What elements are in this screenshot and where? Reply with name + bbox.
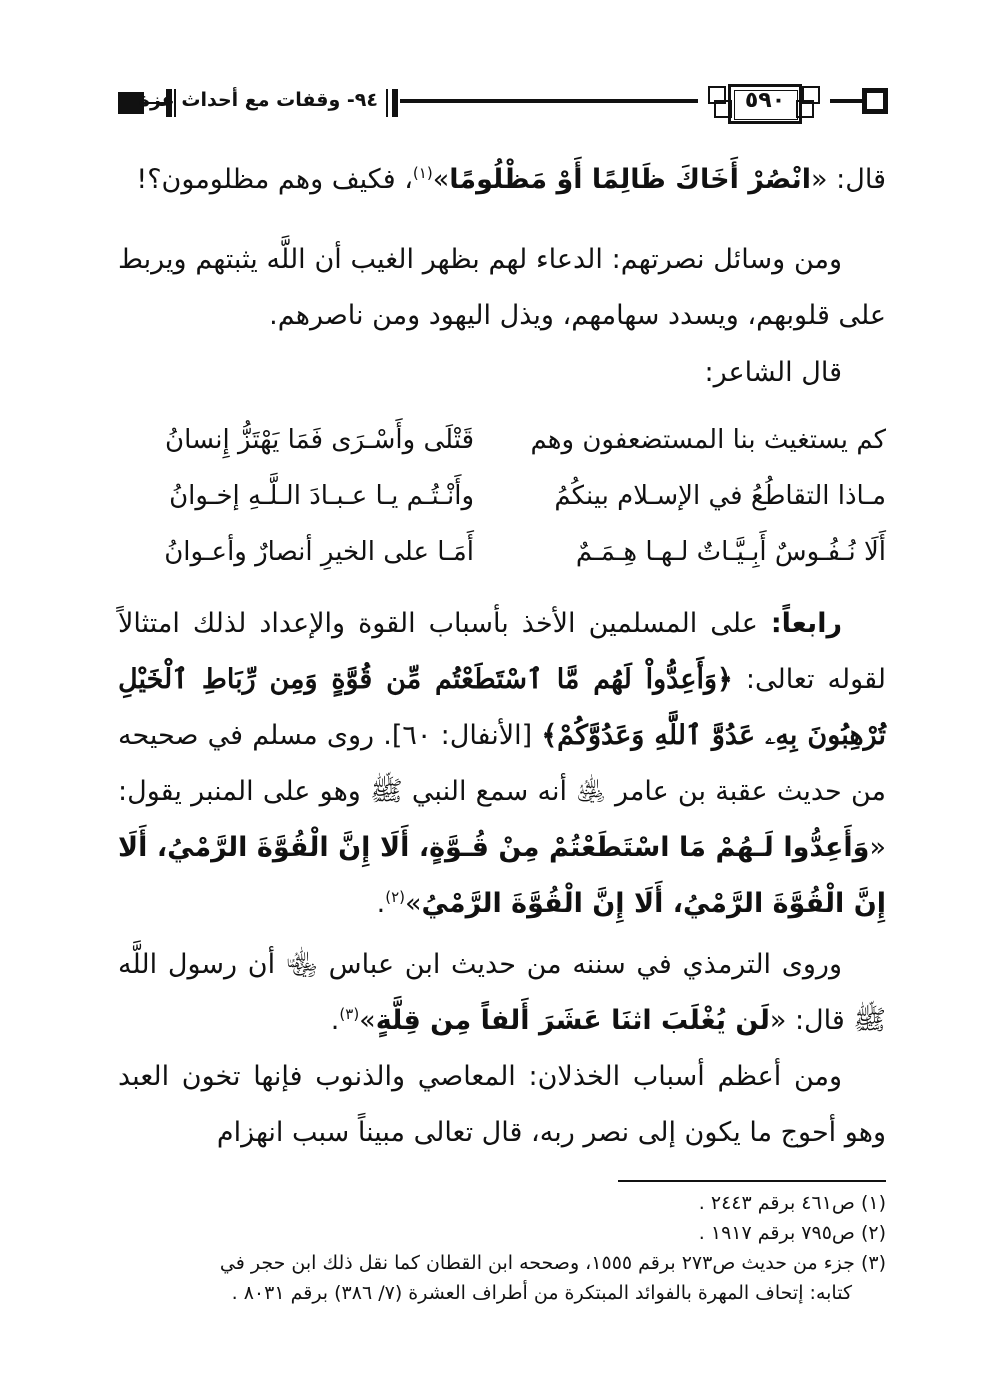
header-title: ٩٤- وقفات مع أحداث غزة: [138, 89, 378, 111]
text: »: [432, 164, 450, 195]
verse-first-hemistich: مـاذا التقاطُعُ في الإسـلام بينكُمُ: [554, 481, 886, 511]
footnote-continuation: كتابه: إتحاف المهرة بالفوائد المبتكرة من أطراف العشرة (٧/ ٣٨٦) برقم ٨٠٣١ .: [231, 1282, 852, 1304]
text: ومن وسائل نصرتهم: الدعاء لهم بظهر الغيب أن اللَّه يثبتهم ويربط على قلوبهم، ويسدد سهامهم، ويذل اليهود ومن ناصرهم.: [118, 244, 886, 331]
page-header: [118, 84, 888, 124]
header-divider: [392, 89, 398, 117]
paragraph-6: [118, 1049, 886, 1161]
footnotes: [118, 1188, 886, 1308]
footnote-number: (٣): [860, 1252, 886, 1274]
quran-verse: ﴿وَأَعِدُّواْ لَهُم مَّا ٱسْتَطَعْتُم مِّن قُوَّةٍ وَمِن رِّبَاطِ ٱلْخَيْلِ تُرْهِبُونَ بِهِۦ عَدُوَّ ٱللَّهِ وَعَدُوَّكُمْ﴾: [118, 664, 886, 751]
verse-reference: [الأنفال: ٦٠].: [374, 720, 542, 751]
verse-second-hemistich: أَمَـا على الخيرِ أنصارٌ وأعـوانُ: [164, 537, 474, 567]
footnote-text: ص٤٦١ برقم ٢٤٤٣ .: [698, 1192, 855, 1214]
paragraph-2: [118, 232, 886, 344]
text: قال: «: [811, 164, 886, 195]
text: وروى الترمذي في سننه من حديث ابن عباس ﵄ أن رسول اللَّه ﷺ قال: «: [118, 949, 886, 1036]
footnote-number: (١): [860, 1192, 886, 1214]
footnote: [118, 1188, 886, 1218]
header-end-box: [862, 88, 888, 114]
page-number-frame: [698, 84, 828, 122]
verse-second-hemistich: قَتْلَى وأَسْـرَى فَمَا يَهْتَزُّ إِنسانُ: [165, 425, 474, 455]
hadith-quote: وَأَعِدُّوا لَـهُمْ مَا اسْتَطَعْتُمْ مِنْ قُـوَّةٍ، أَلَا إِنَّ الْقُوَّةَ الرَّمْيُ، أَلَا إِنَّ الْقُوَّةَ الرَّمْيُ، أَلَا إِنَّ الْقُوَّةَ الرَّمْيُ: [118, 832, 886, 919]
hadith-quote: انْصُرْ أَخَاكَ ظَالِمًا أَوْ مَظْلُومًا: [449, 164, 812, 195]
footnote-ref: (١): [412, 164, 433, 182]
footnote-text: جزء من حديث ص٢٧٣ برقم ١٥٥٥، وصححه ابن القطان كما نقل ذلك ابن حجر في: [219, 1252, 855, 1274]
poem-verse: [118, 412, 886, 468]
text: ومن أعظم أسباب الخذلان: المعاصي والذنوب فإنها تخون العبد وهو أحوج ما يكون إلى نصر ربه، قال تعالى مبيناً سبب انهزام: [118, 1061, 886, 1148]
footnote-text: ص٧٩٥ برقم ١٩١٧ .: [698, 1222, 855, 1244]
text: ، فكيف وهم مظلومون؟!: [136, 164, 413, 195]
header-rule: [400, 99, 698, 103]
paragraph-3: [118, 345, 886, 401]
text: .: [376, 888, 386, 919]
text: روى مسلم في صحيحه من حديث عقبة بن عامر ﵁ أنه سمع النبي ﷺ وهو على المنبر يقول: «: [118, 720, 886, 863]
footnote-separator: [618, 1180, 886, 1182]
footnote: [118, 1218, 886, 1248]
footnote-ref: (٢): [385, 888, 406, 906]
header-divider: [386, 89, 388, 117]
page-number: ٥٩٠: [744, 88, 786, 113]
poem-verse: [118, 524, 886, 580]
verse-first-hemistich: كم يستغيث بنا المستضعفون وهم: [530, 425, 886, 455]
text: »: [359, 1005, 376, 1036]
paragraph-1: [118, 152, 886, 208]
poem: [118, 412, 886, 580]
footnote: [118, 1248, 886, 1278]
paragraph-4: [118, 596, 886, 932]
text: »: [405, 888, 422, 919]
footnote-number: (٢): [860, 1222, 886, 1244]
footnote-ref: (٣): [339, 1005, 360, 1023]
header-rule: [830, 99, 862, 103]
text: .: [330, 1005, 340, 1036]
text: قال الشاعر:: [704, 357, 842, 388]
hadith-quote: لَن يُغْلَبَ اثنَا عَشَرَ أَلفاً مِن قِلَّةٍ: [375, 1005, 770, 1036]
paragraph-5: [118, 937, 886, 1049]
ornament: [796, 100, 814, 118]
verse-first-hemistich: أَلَا نُـفُـوسٌ أَبِـيَّـاتٌ لـهـا هِـمَـمٌ: [575, 537, 886, 567]
text: على المسلمين الأخذ بأسباب القوة والإعداد لذلك امتثالاً لقوله تعالى:: [118, 608, 886, 695]
poem-verse: [118, 468, 886, 524]
verse-second-hemistich: وأَنْـتُـم يـا عـبـادَ الـلَّـهِ إخـوانُ: [169, 481, 474, 511]
section-lead: رابعاً:: [770, 608, 842, 639]
